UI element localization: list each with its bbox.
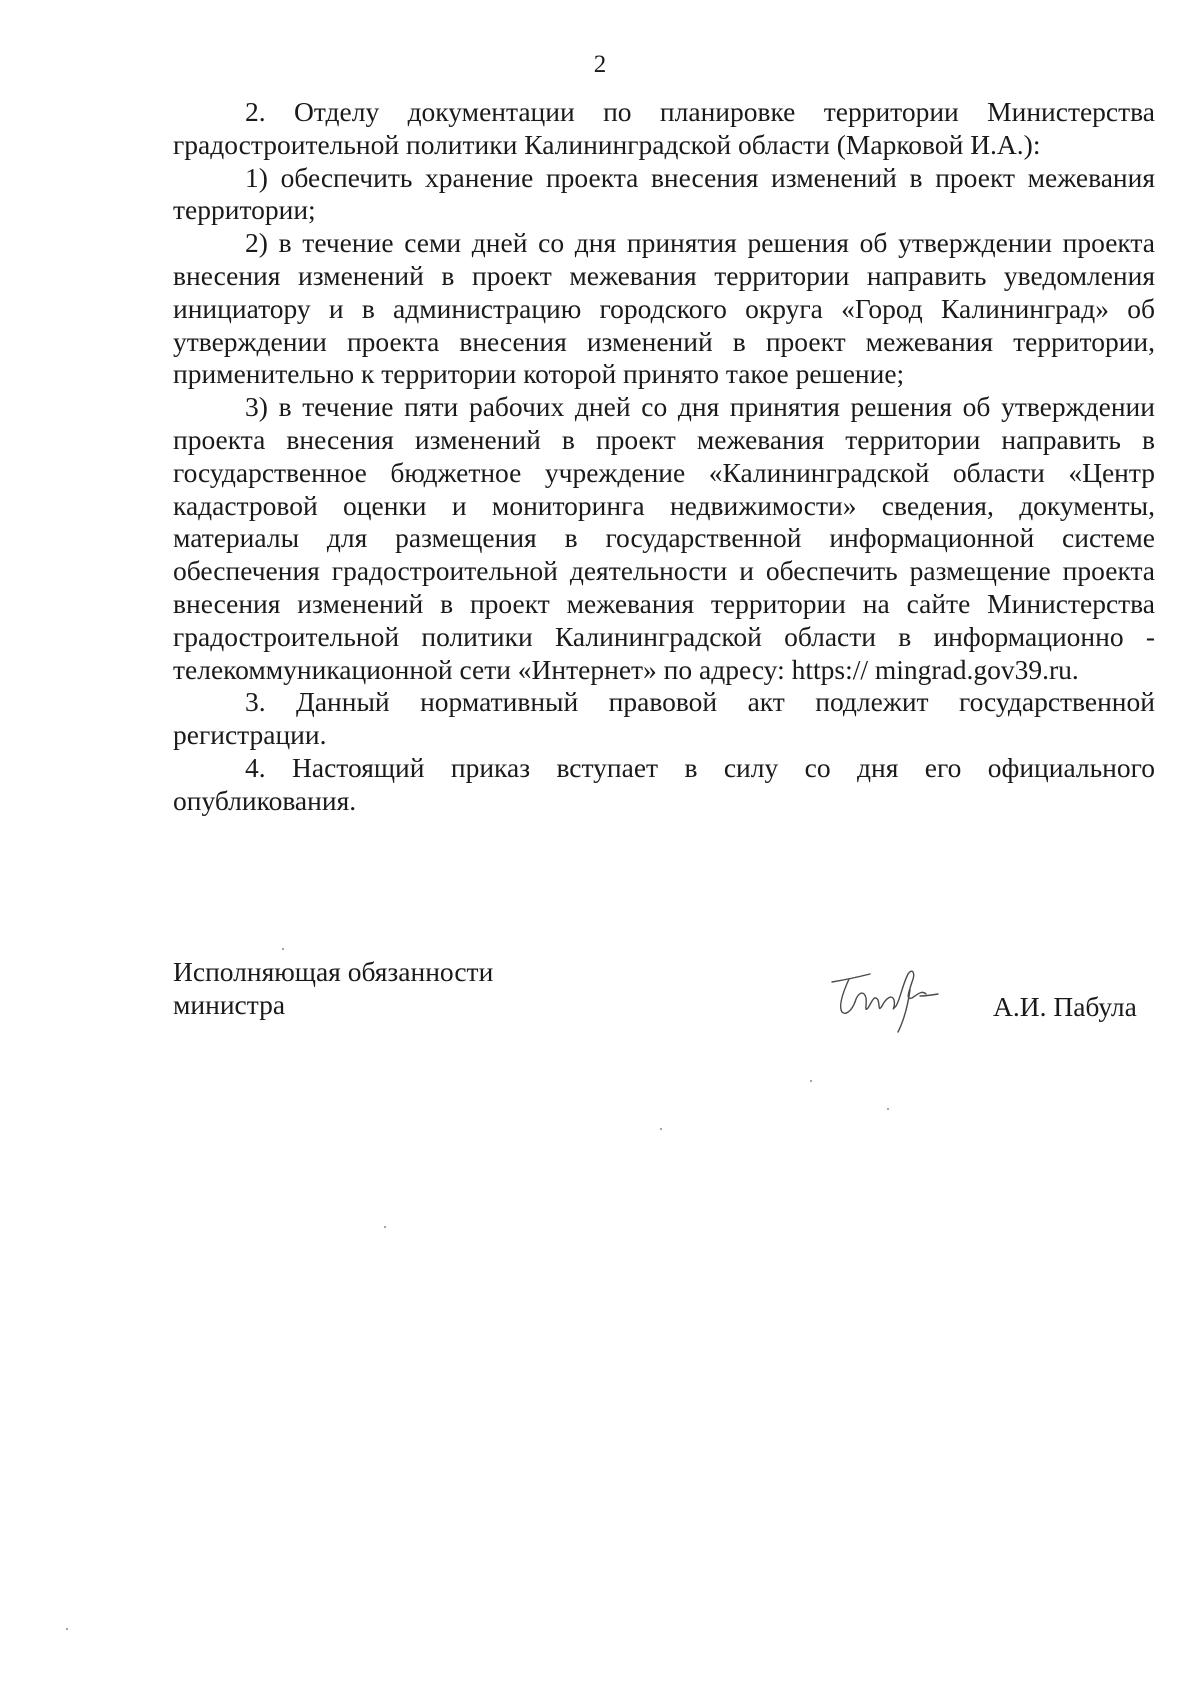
page-number: 2 [593,51,607,78]
scan-speck [384,1226,386,1228]
scan-speck [887,1108,889,1110]
scan-speck [810,1080,812,1082]
paragraph-item-4: 4. Настоящий приказ вступает в силу со дня его официального опубликования. [173,751,1155,816]
signatory-position-line-1: Исполняющая обязанности [173,956,494,987]
signatory-name: А.И. Пабула [993,991,1137,1022]
scan-speck [282,948,284,950]
paragraph-item-2: 2. Отделу документации по планировке территории Министерства градостроительной политики Калининградской области (Марковой И.А.): [173,96,1155,160]
scan-speck [660,1128,662,1130]
handwritten-signature [822,960,942,1040]
paragraph-subitem-3: 3) в течение пяти рабочих дней со дня принятия решения об утверждении проекта внесения изменений в проект межевания территории направить в государственное бюджетное учреждение «Калининградской области «Центр кадастровой оценки и мониторинга недвижимости» сведения, документы, материалы для размещения в государственной информационной системе обеспечения градостроительной деятельности и обеспечить размещение проекта внесения изменений в проект межевания территории на сайте Министерства градостроительной политики Калининградской области в информационно - телекоммуникационной сети «Интернет» по адресу: https:// mingrad.gov39.ru. [173,391,1155,685]
paragraph-subitem-1: 1) обеспечить хранение проекта внесения изменений в проект межевания территории; [173,161,1155,226]
signatory-position [173,955,493,1021]
scan-speck [66,1628,68,1630]
paragraph-item-3: 3. Данный нормативный правовой акт подлежит государственной регистрации. [173,686,1155,751]
paragraph-subitem-2: 2) в течение семи дней со дня принятия решения об утверждении проекта внесения изменений в проект межевания территории направить уведомления инициатору и в администрацию городского округа «Город Калининград» об утверждении проекта внесения изменений в проект межевания территории, применительно к территории которой принято такое решение; [173,227,1155,390]
document-body [173,96,1155,818]
signatory-position-line-2: министра [173,989,286,1020]
